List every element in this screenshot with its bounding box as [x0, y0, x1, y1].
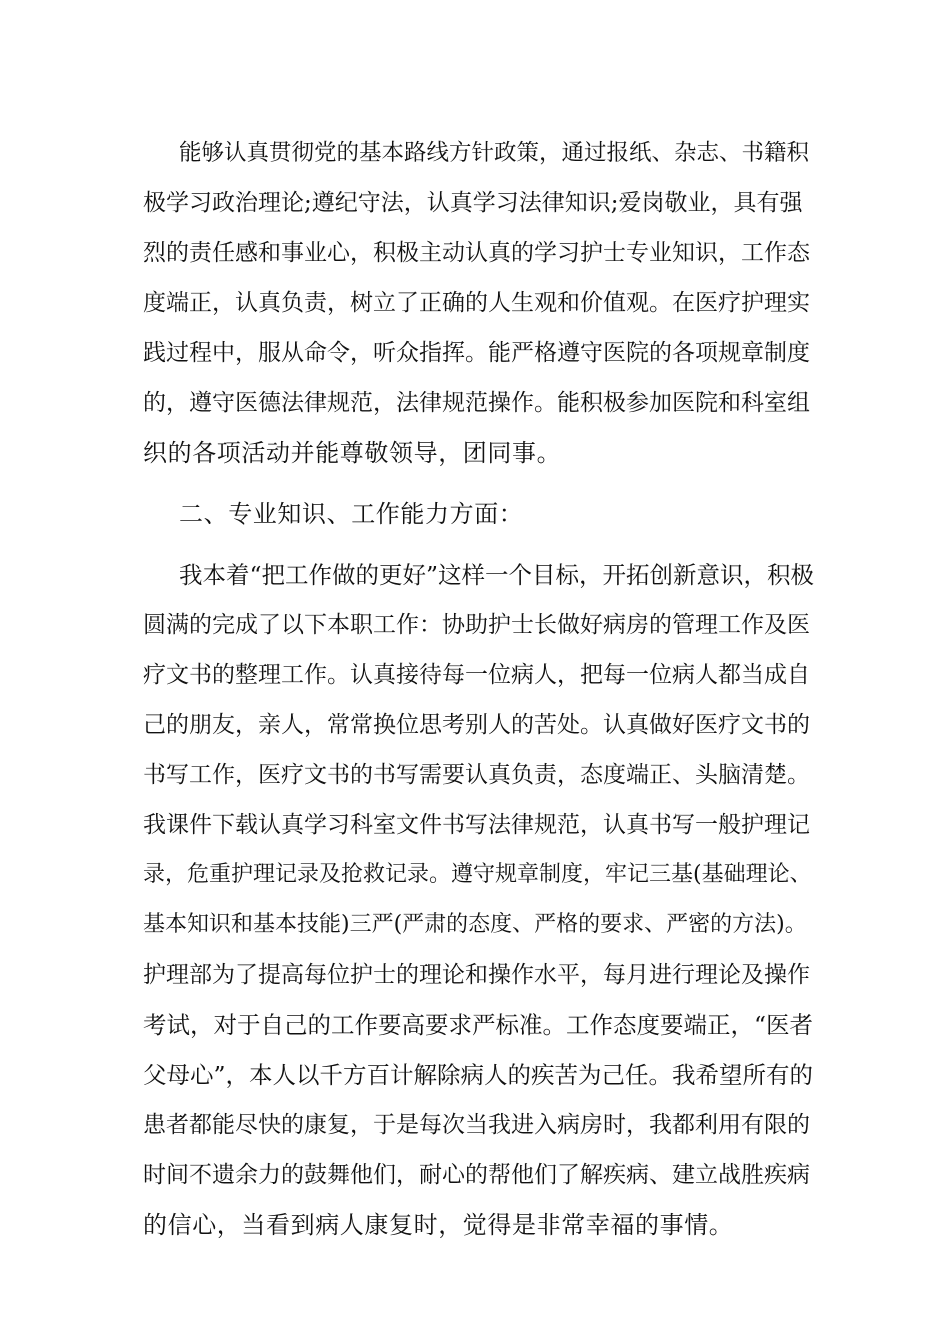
- section-heading: 二、专业知识、工作能力方面：: [179, 500, 524, 528]
- text-line: 疗文书的整理工作。认真接待每一位病人，把每一位病人都当成自: [143, 662, 810, 688]
- paragraph-spacer: [143, 539, 815, 550]
- text-line: 患者都能尽快的康复，于是每次当我进入病房时，我都利用有限的: [143, 1112, 810, 1138]
- text-line: 我课件下载认真学习科室文件书写法律规范，认真书写一般护理记: [143, 812, 810, 838]
- section-heading-professional-knowledge: [143, 489, 815, 539]
- text-line: 基本知识和基本技能)三严(严肃的态度、严格的要求、严密的方法)。: [143, 912, 807, 937]
- text-line: 的信心，当看到病人康复时，觉得是非常幸福的事情。: [143, 1211, 734, 1239]
- text-line: 的，遵守医德法律规范，法律规范操作。能积极参加医院和科室组: [143, 390, 810, 416]
- text-line: 书写工作，医疗文书的书写需要认真负责，态度端正、头脑清楚。: [143, 762, 810, 788]
- text-line: 能够认真贯彻党的基本路线方针政策，通过报纸、杂志、书籍积: [179, 140, 810, 166]
- text-line: 织的各项活动并能尊敬领导，团同事。: [143, 439, 562, 467]
- text-line: 度端正，认真负责，树立了正确的人生观和价值观。在医疗护理实: [143, 290, 810, 316]
- paragraph-work-performance: [143, 550, 815, 1250]
- text-line: 录，危重护理记录及抢救记录。遵守规章制度，牢记三基(基础理论、: [143, 862, 812, 887]
- paragraph-political-performance: [143, 128, 815, 478]
- text-line: 己的朋友，亲人，常常换位思考别人的苦处。认真做好医疗文书的: [143, 712, 810, 738]
- text-line: 践过程中，服从命令，听众指挥。能严格遵守医院的各项规章制度: [143, 340, 810, 366]
- text-line: 父母心”，本人以千方百计解除病人的疾苦为己任。我希望所有的: [143, 1061, 814, 1089]
- text-line: 烈的责任感和事业心，积极主动认真的学习护士专业知识，工作态: [143, 240, 810, 266]
- text-line: 我本着“把工作做的更好”这样一个目标，开拓创新意识，积极: [179, 561, 815, 589]
- document-body: [143, 128, 815, 1250]
- text-line: 考试，对于自己的工作要高要求严标准。工作态度要端正，“医者: [143, 1011, 814, 1039]
- text-line: 极学习政治理论;遵纪守法，认真学习法律知识;爱岗敬业，具有强: [143, 190, 803, 216]
- text-line: 护理部为了提高每位护士的理论和操作水平，每月进行理论及操作: [143, 962, 810, 988]
- text-line: 时间不遗余力的鼓舞他们，耐心的帮他们了解疾病、建立战胜疾病: [143, 1162, 810, 1188]
- paragraph-spacer: [143, 478, 815, 489]
- text-line: 圆满的完成了以下本职工作：协助护士长做好病房的管理工作及医: [143, 612, 810, 638]
